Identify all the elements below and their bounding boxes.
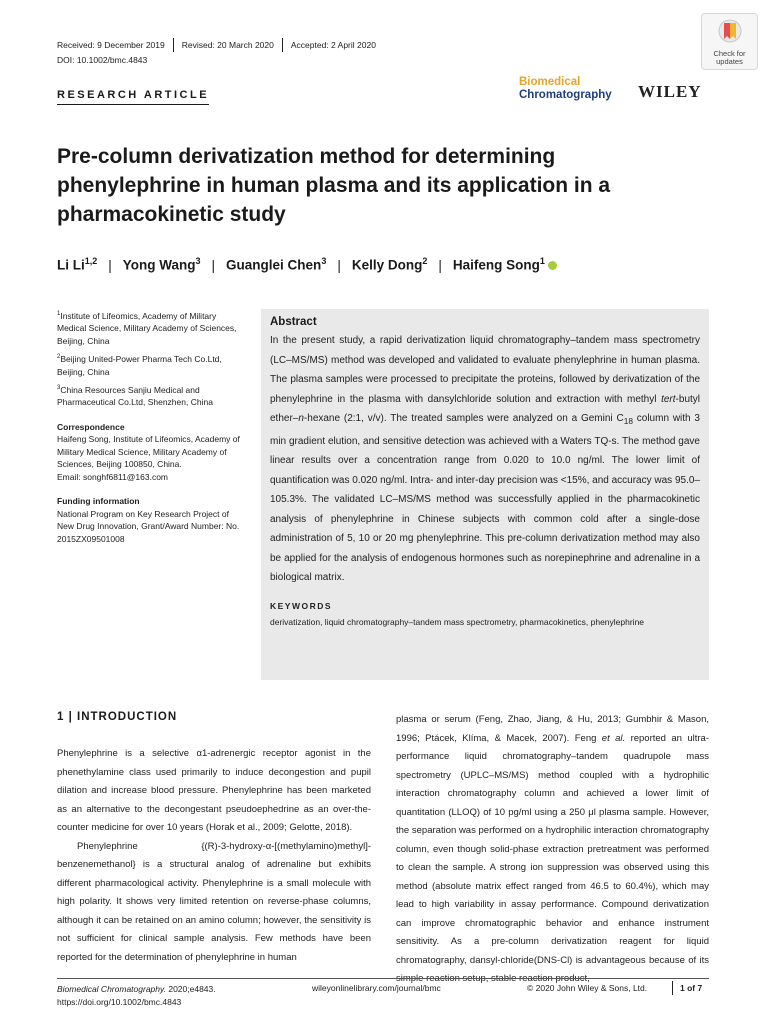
footer-doi-link[interactable]: https://doi.org/10.1002/bmc.4843 <box>57 996 182 1007</box>
orcid-icon[interactable] <box>548 261 557 270</box>
author-name[interactable]: Haifeng Song$^1$ <box>452 256 545 273</box>
accepted-date: Accepted: 2 April 2020 <box>290 40 376 50</box>
abstract-text: In the present study, a rapid derivatization liquid chromatography–tandem mass spectrometry (LC–MS/MS) method was developed and validated to evaluate phenylephrine in human plasma. The plasma samples were processed to precipitate the proteins, followed by derivatization of the phenylephrine in the plasma with dansylchloride solution and extraction with methyl tert-butyl ether–n-hexane (2:1, v/v). The treated samples were analyzed on a Gemini $C_{18}$ column with 3 min gradient elution, and sensitive detection was achieved with a Waters TQ-s. The method gave linear results over a concentration range from 0.020 to 10.0 ng/ml. The lower limit of quantification was 0.020 ng/ml. Intra- and inter-day precision was <15%, and accuracy was 95.0–105.3%. The validated LC–MS/MS method was successfully applied in the pharmacokinetic analysis of phenylephrine in Chinese subjects with common cold after a single-dose administration of 5, 10 or 20 mg phenylephrine. This pre-column derivatization method may also be applied for the analysis of endogenous hormones such as norepinephrine and adrenaline in a biological matrix. <box>270 335 700 583</box>
affiliation: $^1$Institute of Lifeomics, Academy of Military Medical Science, Military Academy of Sciences, Beijing, China <box>57 310 237 346</box>
section-heading-introduction: 1 | INTRODUCTION <box>57 711 178 723</box>
keywords-list: derivatization, liquid chromatography–tandem mass spectrometry, pharmacokinetics, phenylephrine <box>270 616 645 627</box>
affiliation: $^2$Beijing United-Power Pharma Tech Co.Ltd, Beijing, China <box>57 354 222 377</box>
funding-text: National Program on Key Research Project of New Drug Innovation, Grant/Award Number: No. 2015ZX09501008 <box>57 508 240 544</box>
author-name[interactable]: Kelly Dong$^2$ <box>351 256 428 273</box>
publication-dates <box>57 38 384 52</box>
affiliation: $^3$China Resources Sanjiu Medical and Pharmaceutical Co.Ltd, Shenzhen, China <box>57 384 213 408</box>
author-separator: | <box>337 257 341 273</box>
author-info-sidebar <box>57 308 245 545</box>
paragraph: plasma or serum (Feng, Zhao, Jiang, & Hu, 2013; Gumbhir & Mason, 1996; Ptácek, Klíma, & Macek, 2007). Feng et al. reported an ultra-performance liquid chromatography–tandem quadrupole mass spectrometry (UPLC–MS/MS) method coupled with a hydrophilic interaction chromatography column and achieved a lower limit of quantitation (LLOQ) of 10 pg/ml using a 250 μl plasma sample. However, the separation was performed on a hydrophilic interaction chromatography column, even though solid-phase extraction pretreatment was performed to clean the sample. A strong ion suppression was observed using this method (absolute matrix effect ranged from 46.5 to 60.4%), which may lead to high variability in assay performance. Compound derivatization can improve chromatographic behavior and enhance instrument sensitivity. As a pre-column derivatization reagent for liquid chromatography, dansyl-chloride(DNS-Cl) is advantageous because of its <box>396 714 709 966</box>
body-column-right <box>396 711 709 989</box>
check-for-updates-label: Check for updates <box>713 49 746 66</box>
paragraph: Phenylephrine {(R)-3-hydroxy-α-[(methylamino)methyl]-benzenemethanol} is a structural analog of adrenaline but exhibits different pharmacological activity. Phenylephrine is a small molecule with high polarity. It shows very limited retention on reverse-phase columns, although it can be retained on an amino column; however, the sensitivity is not sufficient for clinical sample analysis. Few methods have been reported for the determination of phenylephrine in human <box>57 840 371 963</box>
revised-date: Revised: 20 March 2020 <box>181 40 274 50</box>
journal-logo <box>519 76 612 102</box>
page-number: 1 of 7 <box>672 981 702 995</box>
journal-name-line2: Chromatography <box>519 89 612 101</box>
footer-divider <box>57 978 709 979</box>
footer-copyright: © 2020 John Wiley & Sons, Ltd. <box>527 983 648 993</box>
received-date: Received: 9 December 2019 <box>57 40 165 50</box>
paragraph: Phenylephrine is a selective α1-adrenergic receptor agonist in the phenethylamine class used primarily to induce decongestion and pupil dilation and increase blood pressure. Phenylephrine has been marketed as an alternative to the decongestant pseudoephedrine as an over-the-counter medicine for over 10 years (Horak et al., 2009; Gelotte, 2018). <box>57 748 371 833</box>
correspondence-email[interactable]: Email: songhf6811@163.com <box>57 471 169 482</box>
correspondence-heading: Correspondence <box>57 421 125 432</box>
abstract-box <box>261 309 709 680</box>
keywords-heading: KEYWORDS <box>270 600 333 611</box>
body-column-left <box>57 745 371 967</box>
article-type: RESEARCH ARTICLE <box>57 89 209 105</box>
author-name[interactable]: Yong Wang$^3$ <box>122 256 201 273</box>
footer-journal-link[interactable]: wileyonlinelibrary.com/journal/bmc <box>312 983 441 993</box>
correspondence-text: Haifeng Song, Institute of Lifeomics, Academy of Military Medical Science, Military Academy of Sciences, Beijing 100850, China. <box>57 434 240 470</box>
author-name[interactable]: Guanglei Chen$^3$ <box>226 256 327 273</box>
bookmark-icon <box>717 19 743 47</box>
author-list <box>57 256 557 273</box>
author-name[interactable]: Li Li$^{1,2}$ <box>57 256 98 273</box>
author-separator: | <box>438 257 442 273</box>
author-separator: | <box>108 257 112 273</box>
author-separator: | <box>211 257 216 273</box>
publisher-logo: WILEY <box>638 82 702 101</box>
funding-heading: Funding information <box>57 496 140 507</box>
abstract-heading: Abstract <box>270 316 317 328</box>
check-for-updates-button[interactable] <box>701 13 758 70</box>
footer-citation: Biomedical Chromatography. 2020;e4843. https://doi.org/10.1002/bmc.4843 <box>57 984 216 1007</box>
doi[interactable]: DOI: 10.1002/bmc.4843 <box>57 55 148 65</box>
article-title: Pre-column derivatization method for determining phenylephrine in human plasma and its application in a pharmacokinetic study <box>57 145 611 226</box>
journal-name-line1: Biomedical <box>519 76 581 88</box>
